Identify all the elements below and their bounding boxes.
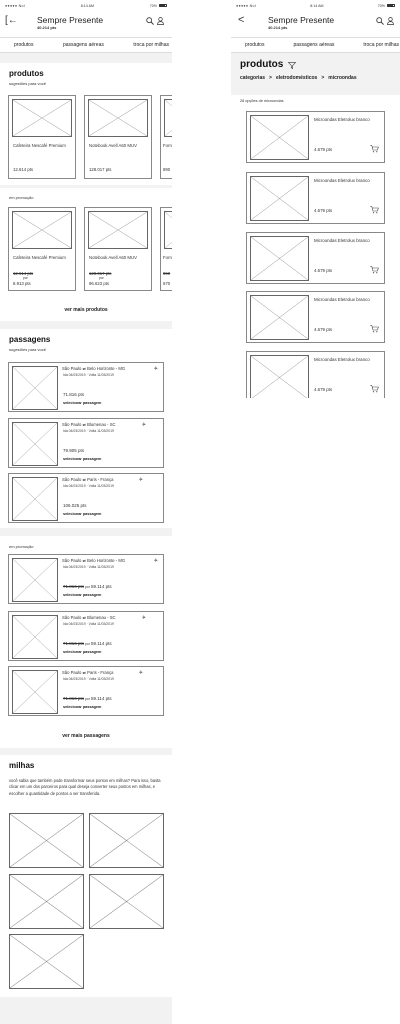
flight-dates: Ida 04/03/2019 · Volta 11/03/2019 [63,565,114,569]
flight-route: São Paulo ⇄ Blumenau - SC [62,422,116,427]
old-price: 890 [163,271,171,276]
partner-logo[interactable] [89,813,164,868]
select-flight-link[interactable]: selecionar passagem [63,401,102,405]
cart-icon[interactable] [370,206,379,214]
product-image [88,99,148,137]
product-price: 4.679 pts [314,268,333,273]
flight-card[interactable] [8,362,164,412]
main-nav [231,37,400,53]
new-price: 96.623 pts [89,281,110,286]
flight-price-block [63,584,112,589]
produtos-promo-section [0,188,172,321]
flight-image [12,477,58,521]
clock: 8:14 AM [310,3,324,8]
select-flight-link[interactable]: selecionar passagem [63,593,102,597]
home-screen [0,0,172,1024]
flight-route: São Paulo ⇄ Paris - França [62,670,114,675]
user-icon[interactable] [387,17,394,25]
breadcrumb-microondas[interactable]: microondas [328,75,357,81]
product-price: 128.017 pts [89,167,112,172]
promo-label: em promoção [9,544,34,549]
promo-flight-card[interactable] [8,611,164,661]
flight-price-block [63,696,112,701]
cart-icon[interactable] [370,266,379,274]
product-price: 890 [163,167,171,172]
plane-icon: ✈ [138,670,143,676]
battery-icon [387,4,395,8]
flight-route: São Paulo ⇄ Blumenau - SC [62,615,116,620]
milhas-section [0,755,172,997]
promo-product-card[interactable] [8,207,76,291]
product-name: Microondas Eletrolux branco [314,117,370,122]
cart-icon[interactable] [370,385,379,393]
battery-level: 70% [377,3,385,8]
product-price: 4.679 pts [314,327,333,332]
main-nav [0,37,172,53]
flight-route: São Paulo ⇄ Paris - França [62,477,114,482]
por-label: por [85,642,90,646]
promo-product-card[interactable] [160,207,172,291]
list-item[interactable] [246,111,385,163]
carrier: ●●●●● Nol [5,3,25,8]
select-flight-link[interactable]: selecionar passagem [63,705,102,709]
product-list [231,95,400,398]
new-price: 8.913 pts [13,281,31,286]
select-flight-link[interactable]: selecionar passagem [63,457,102,461]
product-name: Notebook Avell A60 MUV [89,255,137,260]
tab-passagens[interactable]: passagens aéreas [63,42,104,48]
flight-image [12,422,58,466]
header-icons [146,17,164,25]
product-card[interactable] [160,95,172,179]
product-image [250,115,309,160]
user-icon[interactable] [157,17,164,25]
product-price: 12.614 pts [13,167,34,172]
tab-produtos[interactable]: produtos [245,42,265,48]
product-image [12,99,72,137]
product-image [250,295,309,340]
flight-card[interactable] [8,418,164,468]
old-price: 71.816 pts [63,584,85,589]
back-icon[interactable]: < [238,14,245,26]
product-name: Notebook Avell A60 MUV [89,143,137,148]
product-image [250,355,309,398]
flight-image [12,366,58,410]
passagens-section [0,329,172,528]
section-subtitle: sugestões para você [9,81,46,86]
partner-logo[interactable] [9,874,84,929]
breadcrumb-separator: > [321,75,325,81]
status-bar [0,0,172,11]
por-label: por [99,276,104,280]
page-title: produtos [240,59,284,70]
partner-logo[interactable] [9,934,84,989]
product-name: Microondas Eletrolux branco [314,297,370,302]
por-label: por [85,585,90,589]
product-image [250,176,309,221]
product-name: Forn [163,255,172,260]
header-icons [376,17,394,25]
app-header [0,11,172,37]
plane-icon: ✈ [153,366,158,372]
product-name: Microondas Eletrolux branco [314,357,370,362]
search-icon[interactable] [146,17,154,25]
promo-flight-card[interactable] [8,666,164,716]
filter-icon[interactable] [288,62,296,69]
product-image [88,211,148,249]
product-card[interactable] [8,95,76,179]
category-header [231,53,400,95]
flight-price-block [63,641,112,646]
partner-logo[interactable] [9,813,84,868]
tab-produtos[interactable]: produtos [14,42,34,48]
cart-icon[interactable] [370,145,379,153]
flight-image [12,558,58,602]
flight-dates: Ida 04/03/2019 · Volta 11/03/2019 [63,429,114,433]
promo-label: em promoção [9,195,34,200]
section-title: passagens [9,335,51,344]
flight-image [12,670,58,714]
old-price: 71.816 pts [63,696,85,701]
promo-product-card[interactable] [84,207,152,291]
new-price: 59.114 pts [90,584,112,589]
product-price: 4.679 pts [314,208,333,213]
select-flight-link[interactable]: selecionar passagem [63,650,102,654]
cart-icon[interactable] [370,325,379,333]
breadcrumb-categorias[interactable]: categorias [240,75,266,81]
product-name: Forn [163,143,172,148]
product-name: Microondas Eletrolux branco [314,178,370,183]
section-title: produtos [9,69,44,78]
list-item[interactable] [246,351,385,398]
carrier: ●●●●● Nol [236,3,256,8]
por-label: por [23,276,28,280]
list-item[interactable] [246,291,385,343]
old-price: 12.614 pts [13,271,34,276]
status-right [150,4,167,8]
search-icon[interactable] [376,17,384,25]
product-image [12,211,72,249]
list-item[interactable] [246,172,385,224]
section-title: milhas [9,761,35,770]
flight-dates: Ida 04/03/2019 · Volta 11/03/2019 [63,677,114,681]
flight-dates: Ida 04/03/2019 · Volta 11/03/2019 [63,373,114,377]
plane-icon: ✈ [138,477,143,483]
flight-route: São Paulo ⇄ Belo Horizonte - MG [62,558,126,563]
new-price: 59.114 pts [90,641,112,646]
battery-icon [159,4,167,8]
product-image [164,99,172,137]
points-balance: 40.214 pts [37,25,57,30]
list-item[interactable] [246,232,385,284]
flight-image [12,615,58,659]
status-right [378,4,395,8]
new-price: 670 [163,281,171,286]
product-name: Cafeteira Nescafé Premium [13,255,66,260]
flight-price: 106.025 pts [63,503,87,508]
product-image [250,236,309,281]
breadcrumb [240,75,357,81]
milhas-description: você sabia que também pode transformar seus pontos em milhas? Para isso, basta clicar em um dos parceiros para qual deseja converter seus pontos em milhas, e escolher a quantidade de pontos a ser transferida. [9,778,161,796]
breadcrumb-separator: > [269,75,272,81]
product-price: 4.679 pts [314,147,333,152]
old-price: 128.017 pts [89,271,112,276]
app-title: Sempre Presente [37,15,104,25]
logout-icon[interactable]: [← [5,15,18,26]
produtos-section [0,63,172,185]
points-balance: 40.214 pts [268,25,288,30]
plane-icon: ✈ [141,422,146,428]
product-image [164,211,172,249]
plane-icon: ✈ [141,615,146,621]
section-subtitle: sugestões para você [9,347,46,352]
category-screen [231,0,400,398]
tab-milhas[interactable]: troca por milhas [133,42,169,48]
select-flight-link[interactable]: selecionar passagem [63,512,102,516]
flight-card[interactable] [8,473,164,523]
results-count: 28 opções de microondas [240,99,284,103]
flight-price: 79.905 pts [63,448,85,453]
tab-passagens[interactable]: passagens aéreas [293,42,335,48]
app-header [231,11,400,37]
tab-milhas[interactable]: troca por milhas [363,42,399,48]
old-price: 71.816 pts [63,641,85,646]
app-title: Sempre Presente [268,15,335,25]
clock: 8:14 AM [80,3,94,8]
flight-dates: Ida 04/03/2019 · Volta 11/03/2019 [63,622,114,626]
promo-flight-card[interactable] [8,554,164,604]
flight-dates: Ida 04/03/2019 · Volta 11/03/2019 [63,484,114,488]
passagens-promo-section [0,536,172,748]
flight-price: 71.816 pts [63,392,85,397]
more-products-link[interactable]: ver mais produtos [64,307,108,313]
breadcrumb-eletrodomesticos[interactable]: eletrodomésticos [275,75,318,81]
battery-level: 70% [149,3,157,8]
plane-icon: ✈ [153,558,158,564]
status-bar [231,0,400,11]
more-flights-link[interactable]: ver mais passagens [62,733,110,739]
partner-logo[interactable] [89,874,164,929]
flight-route: São Paulo ⇄ Belo Horizonte - MG [62,366,126,371]
product-price: 4.679 pts [314,387,333,392]
new-price: 59.114 pts [90,696,112,701]
product-name: Cafeteira Nescafé Premium [13,143,66,148]
por-label: por [85,697,90,701]
product-name: Microondas Eletrolux branco [314,238,370,243]
product-card[interactable] [84,95,152,179]
